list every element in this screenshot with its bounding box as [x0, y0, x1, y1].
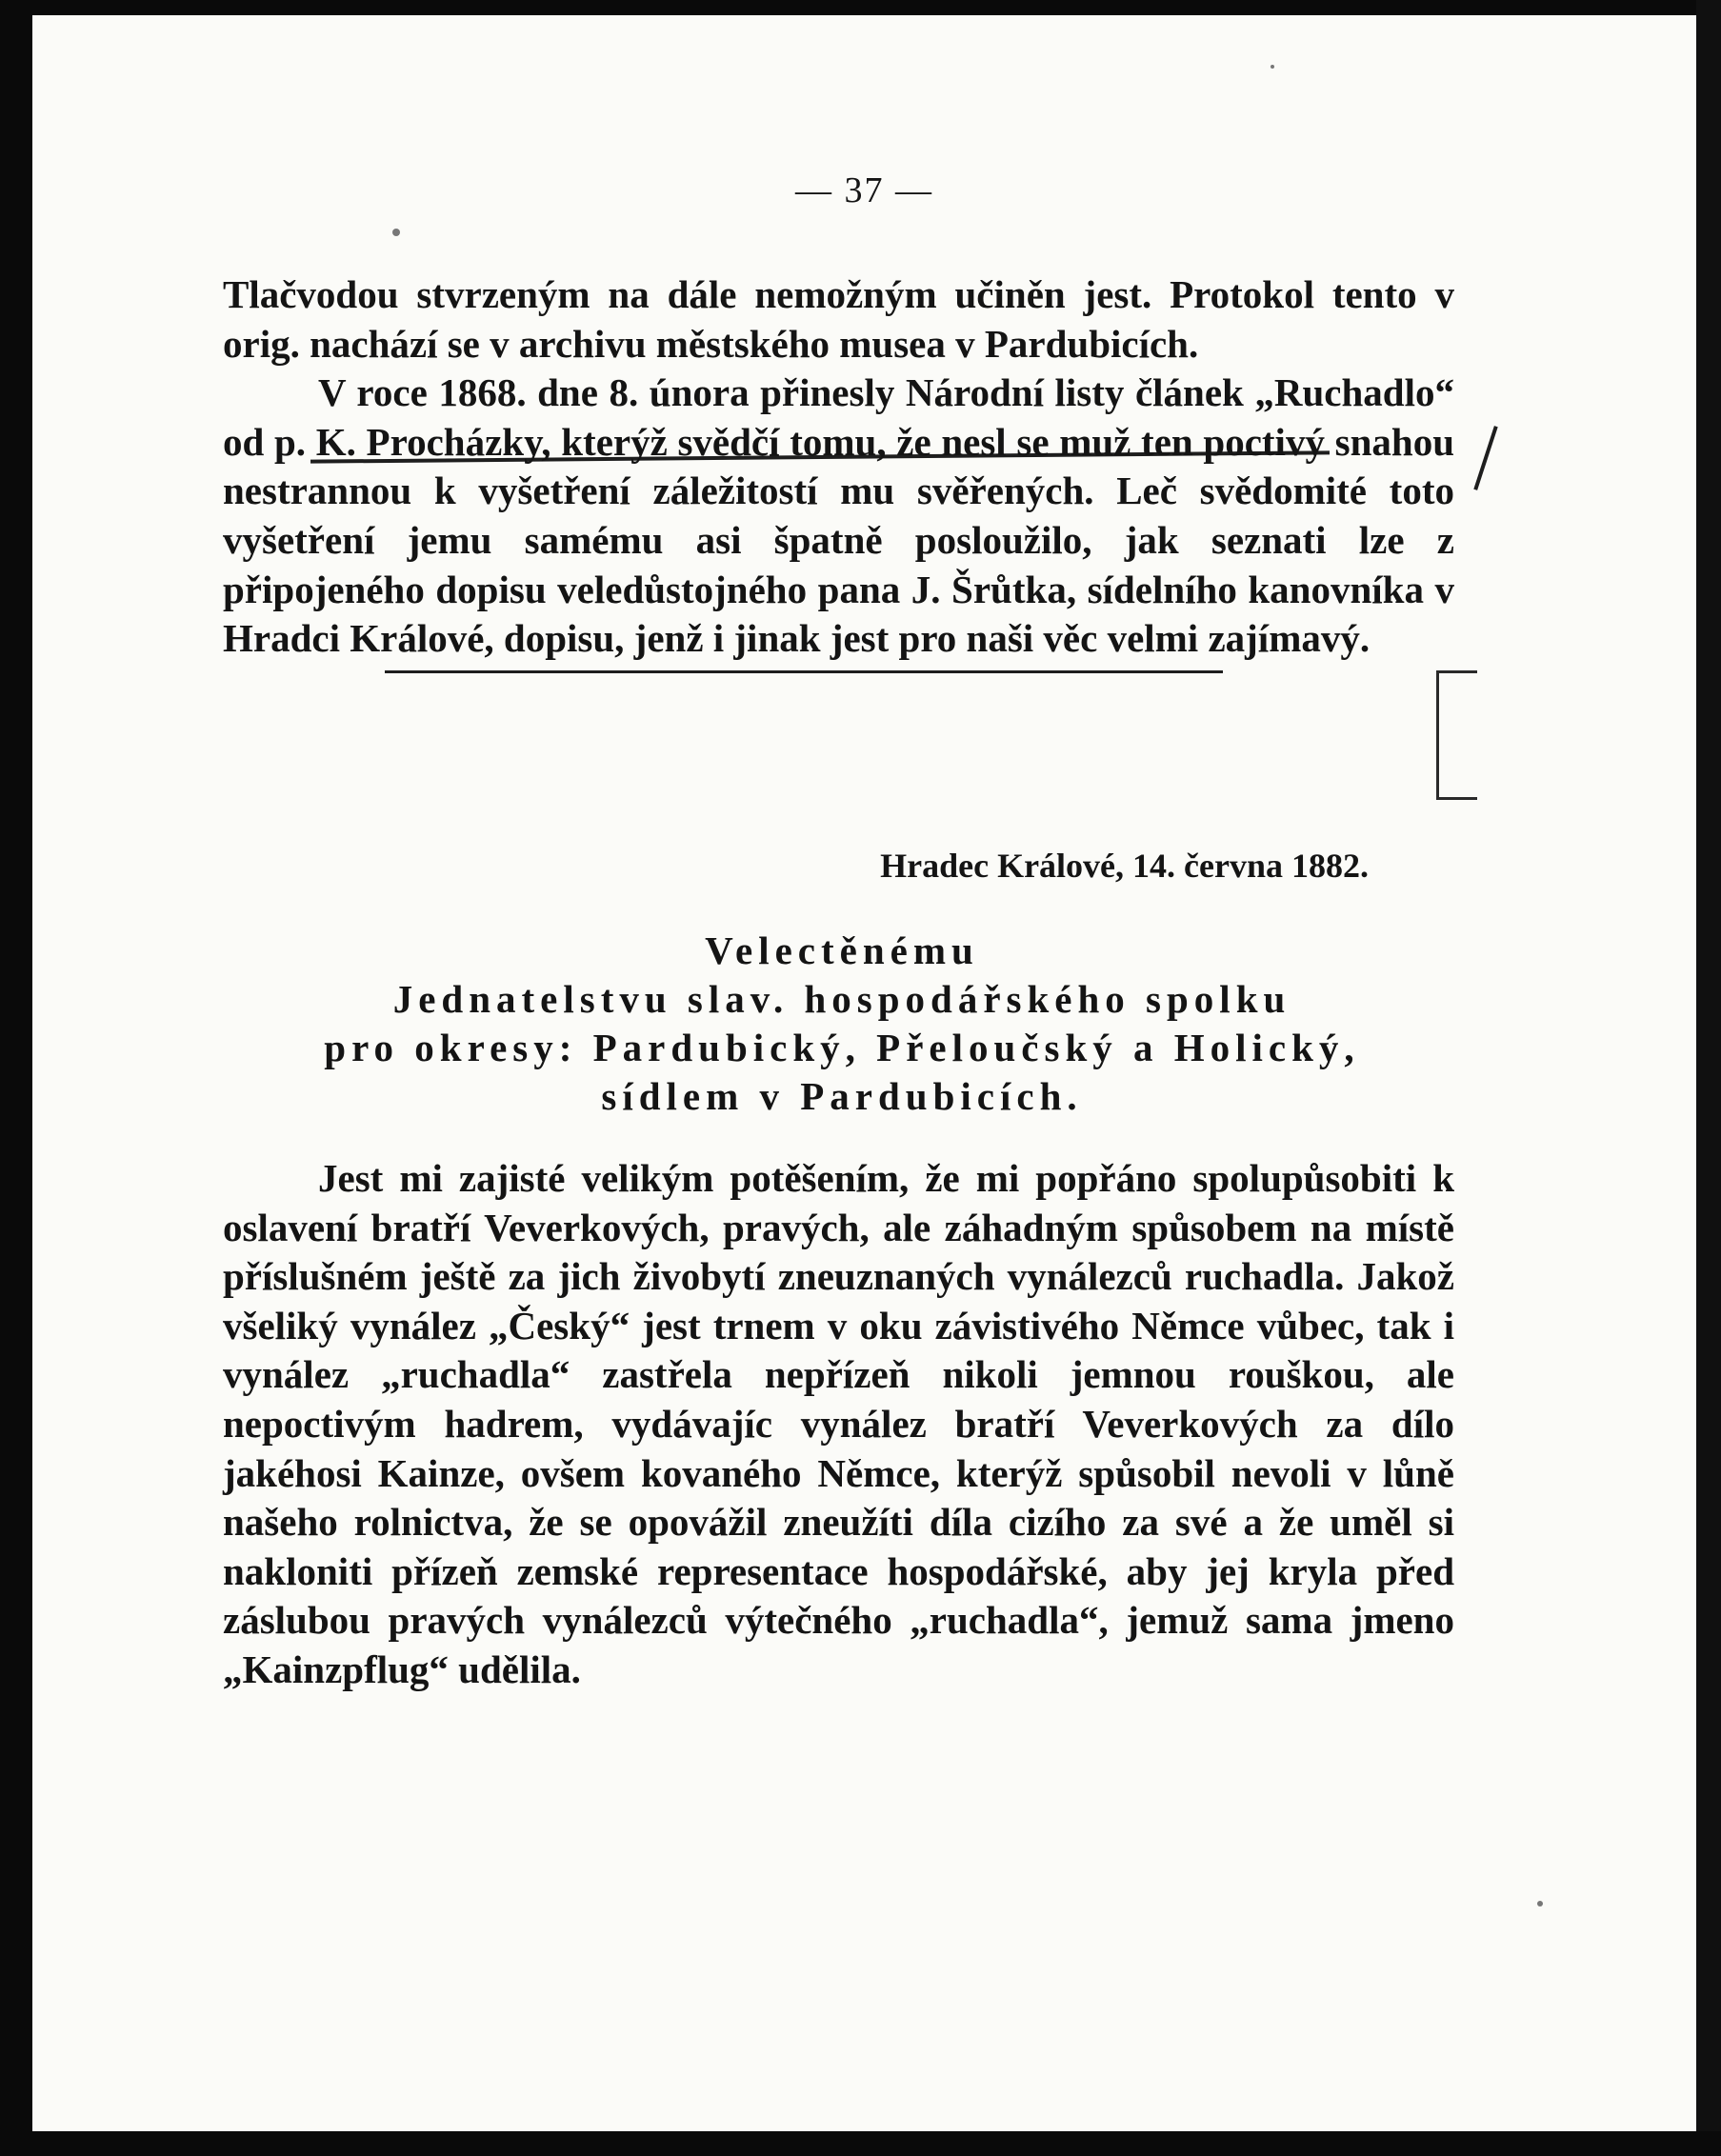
address-line: sídlem v Pardubicích. — [601, 1074, 1083, 1118]
scan-right-border — [1696, 0, 1721, 2156]
speck — [1537, 1901, 1543, 1906]
letter-dateline: Hradec Králové, 14. června 1882. — [880, 847, 1369, 885]
book-binding-edge — [0, 0, 32, 2156]
pencil-margin-stroke — [1473, 426, 1497, 490]
address-line: Jednatelstvu slav. hospodářského spolku — [392, 977, 1291, 1021]
pencil-margin-bracket — [1436, 670, 1477, 800]
address-line: pro okresy: Pardubický, Přeloučský a Holický, — [324, 1026, 1360, 1069]
paragraph-narodni-listy: V roce 1868. dne 8. února přinesly Národní listy článek „Ruchadlo“ od p. K. Procházky, kterýž svědčí tomu, že nesl se muž ten poctivý snahou nestrannou k vyšetření záležitostí mu svěřených. Leč svědomité toto vyšetření jemu samému asi špatně posloužilo, jak seznati lze z připojeného dopisu veledůstojného pana J. Šrůtka, sídelního kanovníka v Hradci Králové, dopisu, jenž i jinak jest pro naši věc velmi zajímavý. — [223, 370, 1454, 661]
scan-bottom-border — [0, 2131, 1721, 2156]
paragraph-letter-body: Jest mi zajisté velikým potěšením, že mi popřáno spolupůsobiti k oslavení bratří Veverkových, pravých, ale záhadným spůsobem na místě příslušném ještě za jich živobytí zneuznaných vynálezců ruchadla. Jakož všeliký vynález „Český“ jest trnem v oku závistivého Němce vůbec, tak i vynález „ruchadla“ zastřela nepřízeň nikoli jemnou rouškou, ale nepoctivým hadrem, vydávajíc vynález bratří Veverkových za dílo jakéhosi Kainze, ovšem kovaného Němce, kterýž spůsobil nevoli v lůně našeho rolnictva, že se opovážil zneužíti díla cizího za své a že uměl si nakloniti přízeň zemské representace hospodářské, aby jej kryla před záslubou pravých vynálezců výtečného „ruchadla“, jemuž sama jmeno „Kainzpflug“ udělila. — [223, 1156, 1454, 1691]
pencil-underline-2 — [385, 670, 1223, 673]
text-block-top — [223, 270, 1454, 664]
letter-body — [223, 1154, 1454, 1695]
speck — [392, 229, 400, 236]
letter-heading — [223, 846, 1454, 886]
book-page — [32, 15, 1696, 2131]
speck — [1271, 65, 1274, 69]
page-number: — 37 — — [795, 170, 933, 210]
letter-address — [251, 927, 1432, 1121]
paragraph-protocol: Tlačvodou stvrzeným na dále nemožným učiněn jest. Protokol tento v orig. nachází se v archivu městského musea v Pardubicích. — [223, 272, 1454, 366]
address-line: Velectěnému — [705, 928, 979, 972]
